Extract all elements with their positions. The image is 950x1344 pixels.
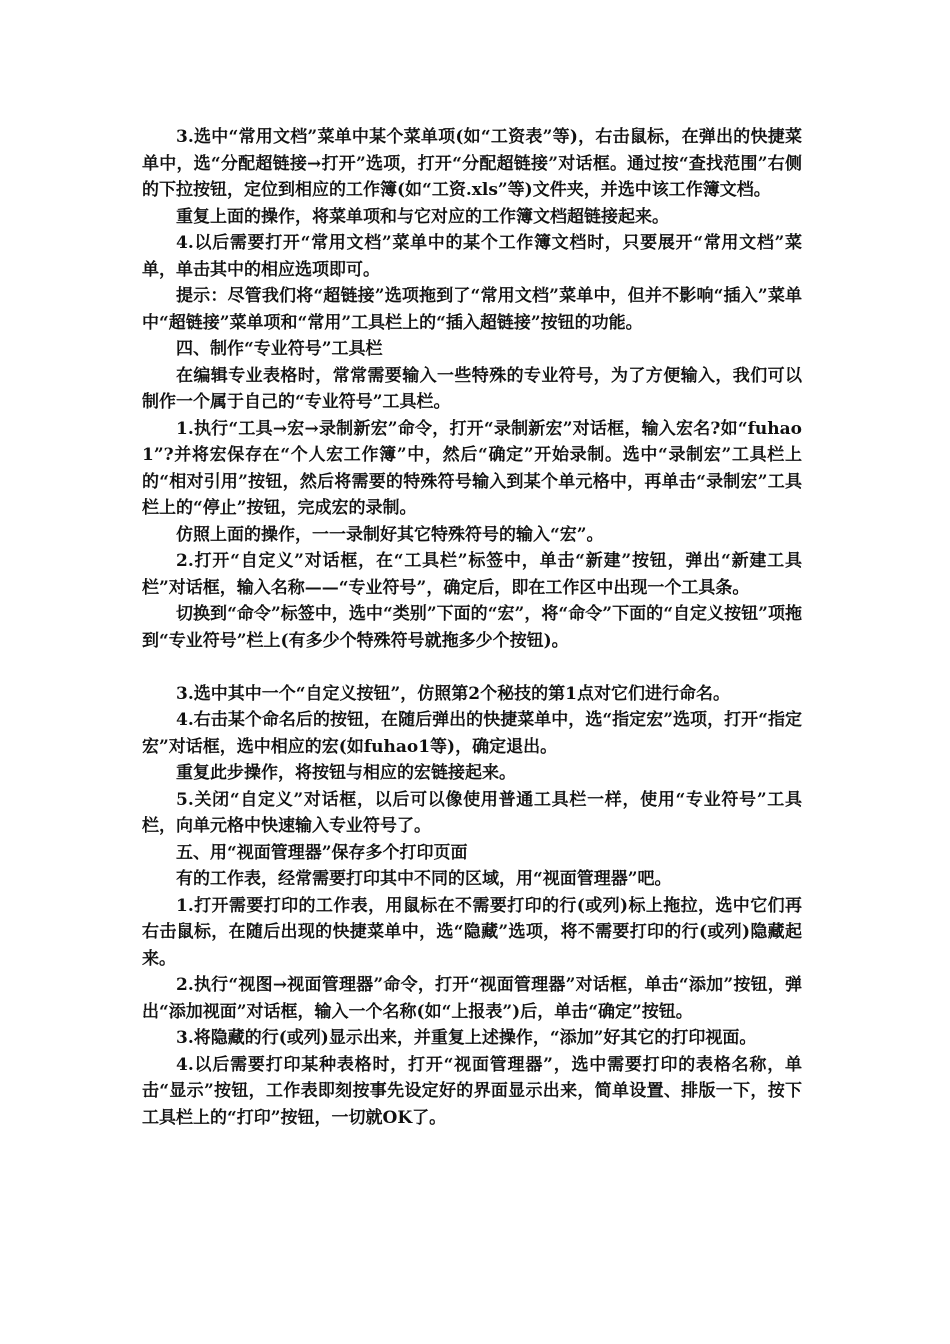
paragraph: 2.打开“自定义”对话框，在“工具栏”标签中，单击“新建”按钮，弹出“新建工具栏”对话框，输入名称——“专业符号”，确定后，即在工作区中出现一个工具条。 [142, 551, 802, 598]
paragraph: 提示：尽管我们将“超链接”选项拖到了“常用文档”菜单中，但并不影响“插入”菜单中“超链接”菜单项和“常用”工具栏上的“插入超链接”按钮的功能。 [142, 286, 802, 333]
paragraph: 仿照上面的操作，一一录制好其它特殊符号的输入“宏”。 [176, 524, 604, 545]
paragraph: 切换到“命令”标签中，选中“类别”下面的“宏”，将“命令”下面的“自定义按钮”项拖到“专业符号”栏上(有多少个特殊符号就拖多少个按钮)。 [142, 604, 802, 651]
paragraph: 重复上面的操作，将菜单项和与它对应的工作簿文档超链接起来。 [176, 206, 669, 227]
section-heading: 五、用“视面管理器”保存多个打印页面 [176, 842, 468, 863]
paragraph: 在编辑专业表格时，常常需要输入一些特殊的专业符号，为了方便输入，我们可以制作一个属于自己的“专业符号”工具栏。 [142, 365, 802, 412]
paragraph: 3.选中其中一个“自定义按钮”，仿照第2个秘技的第1点对它们进行命名。 [176, 683, 730, 704]
paragraph: 4.右击某个命名后的按钮，在随后弹出的快捷菜单中，选“指定宏”选项，打开“指定宏”对话框，选中相应的宏(如fuhao1等)，确定退出。 [142, 710, 802, 757]
paragraph: 有的工作表，经常需要打印其中不同的区域，用“视面管理器”吧。 [176, 869, 672, 889]
paragraph: 1.打开需要打印的工作表，用鼠标在不需要打印的行(或列)标上拖拉，选中它们再右击鼠标，在随后出现的快捷菜单中，选“隐藏”选项，将不需要打印的行(或列)隐藏起来。 [142, 895, 802, 969]
document-body [142, 124, 802, 1131]
paragraph: 3.将隐藏的行(或列)显示出来，并重复上述操作，“添加”好其它的打印视面。 [176, 1028, 757, 1048]
paragraph: 4.以后需要打开“常用文档”菜单中的某个工作簿文档时，只要展开“常用文档”菜单，单击其中的相应选项即可。 [142, 233, 802, 280]
paragraph: 4.以后需要打印某种表格时，打开“视面管理器”，选中需要打印的表格名称，单击“显示”按钮，工作表即刻按事先设定好的界面显示出来，简单设置、排版一下，按下工具栏上的“打印”按钮，一切就OK了。 [142, 1054, 802, 1128]
blank-line [142, 654, 802, 681]
paragraph: 重复此步操作，将按钮与相应的宏链接起来。 [176, 763, 516, 783]
section-heading: 四、制作“专业符号”工具栏 [176, 339, 383, 359]
paragraph: 1.执行“工具→宏→录制新宏”命令，打开“录制新宏”对话框，输入宏名?如“fuhao1”?并将宏保存在“个人宏工作簿”中，然后“确定”开始录制。选中“录制宏”工具栏上的“相对引用”按钮，然后将需要的特殊符号输入到某个单元格中，再单击“录制宏”工具栏上的“停止”按钮，完成宏的录制。 [142, 418, 802, 518]
paragraph: 3.选中“常用文档”菜单中某个菜单项(如“工资表”等)，右击鼠标，在弹出的快捷菜单中，选“分配超链接→打开”选项，打开“分配超链接”对话框。通过按“查找范围”右侧的下拉按钮，定位到相应的工作簿(如“工资.xls”等)文件夹，并选中该工作簿文档。 [142, 127, 802, 200]
paragraph: 2.执行“视图→视面管理器”命令，打开“视面管理器”对话框，单击“添加”按钮，弹出“添加视面”对话框，输入一个名称(如“上报表”)后，单击“确定”按钮。 [142, 975, 802, 1022]
paragraph: 5.关闭“自定义”对话框，以后可以像使用普通工具栏一样，使用“专业符号”工具栏，向单元格中快速输入专业符号了。 [142, 789, 802, 836]
